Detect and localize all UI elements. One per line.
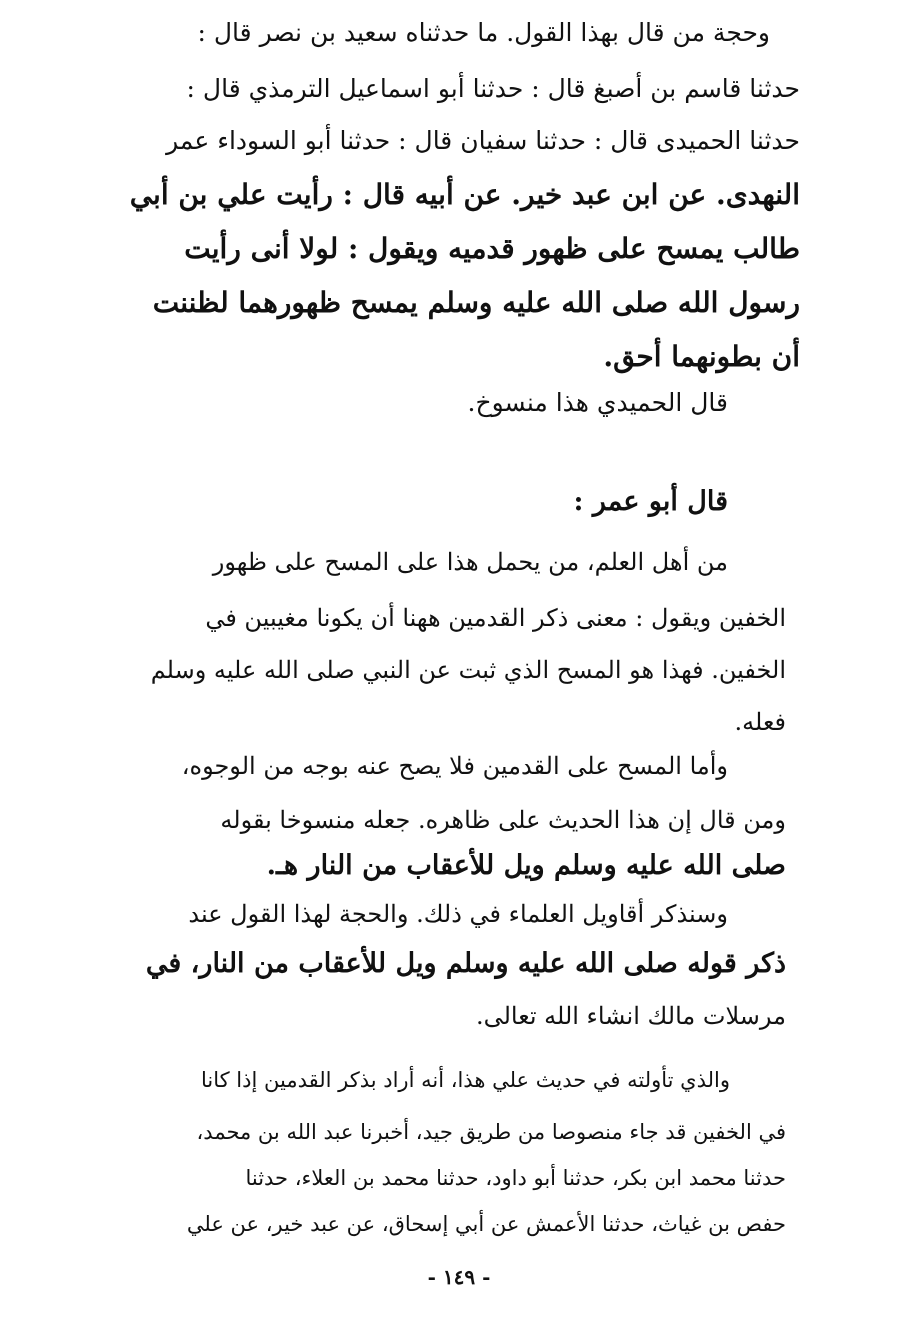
text-line: أن بطونهما أحق. (603, 340, 800, 373)
text-line: وحجة من قال بهذا القول. ما حدثناه سعيد بن نصر قال : (197, 18, 770, 47)
text-line: الخفين. فهذا هو المسح الذي ثبت عن النبي صلى الله عليه وسلم (150, 656, 786, 684)
text-line: النهدى. عن ابن عبد خير. عن أبيه قال : رأيت علي بن أبي (129, 178, 800, 211)
text-line: ومن قال إن هذا الحديث على ظاهره. جعله منسوخا بقوله (220, 806, 786, 834)
text-line: وأما المسح على القدمين فلا يصح عنه بوجه من الوجوه، (181, 752, 728, 780)
text-line: حدثنا محمد ابن بكر، حدثنا أبو داود، حدثنا محمد بن العلاء، حدثنا (245, 1166, 786, 1190)
text-line: قال الحميدي هذا منسوخ. (467, 388, 728, 417)
text-line: رسول الله صلى الله عليه وسلم يمسح ظهورهما لظننت (152, 286, 800, 319)
text-line: في الخفين قد جاء منصوصا من طريق جيد، أخبرنا عبد الله بن محمد، (196, 1120, 786, 1144)
text-line: صلى الله عليه وسلم ويل للأعقاب من النار هـ. (266, 850, 786, 881)
text-line: من أهل العلم، من يحمل هذا على المسح على ظهور (212, 548, 728, 576)
text-line: حفص بن غياث، حدثنا الأعمش عن أبي إسحاق، عن عبد خير، عن علي (186, 1212, 786, 1236)
text-line: حدثنا قاسم بن أصبغ قال : حدثنا أبو اسماعيل الترمذي قال : (186, 74, 800, 103)
text-line: مرسلات مالك انشاء الله تعالى. (475, 1002, 786, 1030)
text-line: وسنذكر أقاويل العلماء في ذلك. والحجة لهذا القول عند (188, 900, 728, 928)
text-line: الخفين ويقول : معنى ذكر القدمين ههنا أن يكونا مغيبين في (205, 604, 786, 632)
text-line: طالب يمسح على ظهور قدميه ويقول : لولا أنى رأيت (184, 232, 800, 265)
section-heading: قال أبو عمر : (573, 486, 728, 517)
text-line: والذي تأولته في حديث علي هذا، أنه أراد بذكر القدمين إذا كانا (200, 1068, 730, 1092)
text-line: فعله. (734, 708, 786, 736)
page-number: - ١٤٩ - (427, 1265, 491, 1289)
text-line: حدثنا الحميدى قال : حدثنا سفيان قال : حدثنا أبو السوداء عمر (166, 126, 800, 155)
text-line: ذكر قوله صلى الله عليه وسلم ويل للأعقاب من النار، في (145, 948, 786, 979)
